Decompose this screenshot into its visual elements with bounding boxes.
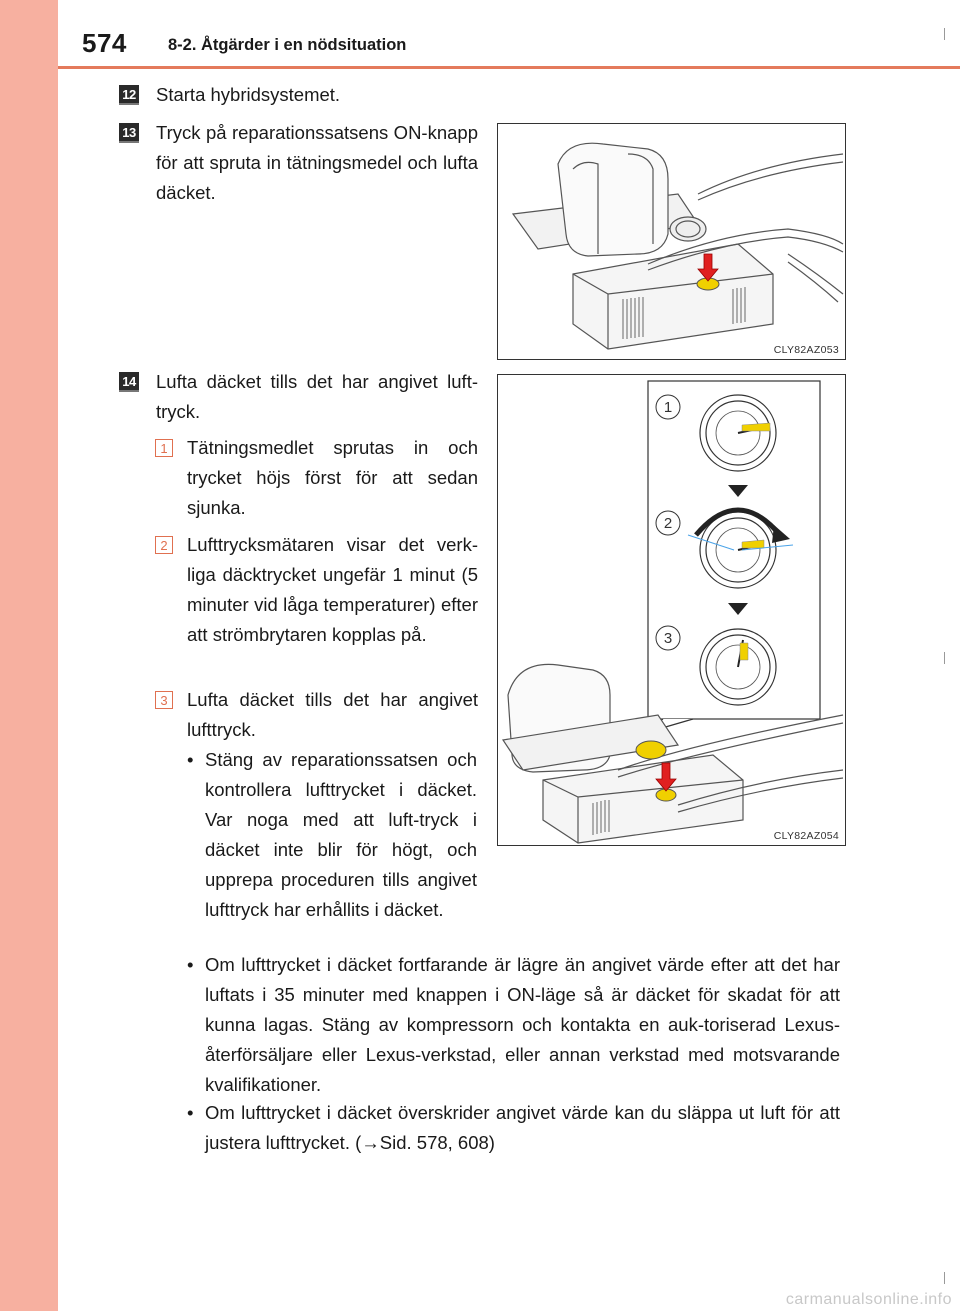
substep-2-text: Lufttrycksmätaren visar det verk-liga däcktrycket ungefär 1 minut (5 minuter vid låga temperaturer) efter att strömbrytaren kopplas på.: [187, 534, 478, 645]
bullet-item: [187, 1098, 840, 1158]
crop-mark: [944, 1272, 945, 1284]
figure-repair-kit-on-button: [497, 123, 846, 360]
bullet-text: Om lufttrycket i däcket fortfarande är lägre än angivet värde efter att det har luftats i 35 minuter med knappen i ON-läge så är däcket för skadat för att kunna lagas. Stäng av kompressorn och kontakta en auk-toriserad Lexus-återförsäljare eller Lexus-verkstad, eller annan verkstad med motsvarande kvalifikationer.: [205, 954, 840, 1095]
step-number-12: 12: [119, 85, 139, 105]
gauge-sequence-illustration: [498, 375, 846, 846]
figure-code: CLY82AZ054: [773, 830, 839, 842]
substep-number-1: 1: [155, 439, 173, 457]
substep-3-text: Lufta däcket tills det har angivet lufttryck.: [187, 689, 478, 740]
side-tab: [0, 0, 58, 1311]
section-title: 8-2. Åtgärder i en nödsituation: [168, 36, 407, 54]
watermark: carmanualsonline.info: [785, 1291, 952, 1308]
substep-number-2: 2: [155, 536, 173, 554]
bullet-dot-icon: •: [187, 1102, 194, 1123]
step-13-text: Tryck på reparationssatsens ON-knapp för att spruta in tätningsmedel och lufta däcket.: [156, 122, 478, 203]
figure-code: CLY82AZ053: [773, 344, 839, 356]
crop-mark: [944, 652, 945, 664]
figure-pressure-gauge-sequence: [497, 374, 846, 846]
bullet-dot-icon: •: [187, 954, 194, 975]
bullet-item: [187, 745, 477, 925]
substep-number-3: 3: [155, 691, 173, 709]
step-14-text: Lufta däcket tills det har angivet luft-tryck.: [156, 371, 478, 422]
gauge-label-3: 3: [663, 630, 673, 647]
bullet-dot-icon: •: [187, 749, 194, 770]
gauge-label-1: 1: [663, 399, 673, 416]
repair-kit-illustration: [498, 124, 846, 360]
header-rule: [58, 66, 960, 69]
page-number: 574: [82, 28, 127, 58]
step-number-13: 13: [119, 123, 139, 143]
step-12-text: Starta hybridsystemet.: [156, 84, 341, 105]
crop-mark: [944, 28, 945, 40]
substep-1-text: Tätningsmedlet sprutas in och trycket höjs först för att sedan sjunka.: [187, 437, 478, 518]
bullet-text: Stäng av reparationssatsen och kontrollera lufttrycket i däcket. Var noga med att luft-tryck i däcket inte blir för högt, och upprepa proceduren tills angivet lufttryck har erhållits i däcket.: [205, 749, 477, 920]
step-number-14: 14: [119, 372, 139, 392]
gauge-label-2: 2: [663, 515, 673, 532]
bullet-item: [187, 950, 840, 1100]
bullet-text: Om lufttrycket i däcket överskrider angivet värde kan du släppa ut luft för att justera lufttrycket. (→Sid. 578, 608): [205, 1102, 840, 1153]
